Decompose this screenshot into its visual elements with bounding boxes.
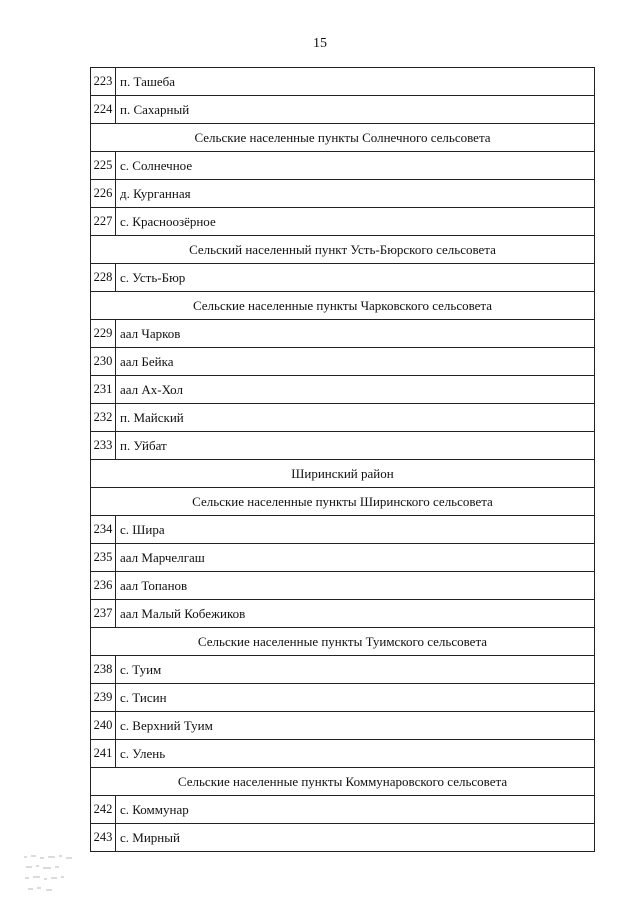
settlements-table-body bbox=[91, 68, 595, 852]
table-row bbox=[91, 796, 595, 824]
table-row bbox=[91, 68, 595, 96]
table-row bbox=[91, 404, 595, 432]
row-number: 224 bbox=[91, 96, 116, 124]
table-section-row bbox=[91, 236, 595, 264]
settlement-name: с. Шира bbox=[116, 516, 595, 544]
table-section-row bbox=[91, 292, 595, 320]
row-number: 225 bbox=[91, 152, 116, 180]
page-number: 15 bbox=[313, 36, 327, 51]
row-number: 241 bbox=[91, 740, 116, 768]
table-row bbox=[91, 516, 595, 544]
settlement-name: аал Ах-Хол bbox=[116, 376, 595, 404]
row-number: 238 bbox=[91, 656, 116, 684]
settlement-name: с. Солнечное bbox=[116, 152, 595, 180]
table-section-row bbox=[91, 768, 595, 796]
table-row bbox=[91, 600, 595, 628]
settlement-name: с. Коммунар bbox=[116, 796, 595, 824]
table-section-row bbox=[91, 124, 595, 152]
table-row bbox=[91, 208, 595, 236]
table-row bbox=[91, 376, 595, 404]
settlement-name: п. Уйбат bbox=[116, 432, 595, 460]
row-number: 233 bbox=[91, 432, 116, 460]
row-number: 242 bbox=[91, 796, 116, 824]
table-section-row bbox=[91, 628, 595, 656]
row-number: 239 bbox=[91, 684, 116, 712]
row-number: 232 bbox=[91, 404, 116, 432]
settlement-name: с. Тисин bbox=[116, 684, 595, 712]
settlement-name: аал Топанов bbox=[116, 572, 595, 600]
table-row bbox=[91, 96, 595, 124]
table-row bbox=[91, 320, 595, 348]
table-row bbox=[91, 348, 595, 376]
row-number: 243 bbox=[91, 824, 116, 852]
row-number: 235 bbox=[91, 544, 116, 572]
row-number: 226 bbox=[91, 180, 116, 208]
table-row bbox=[91, 432, 595, 460]
table-row bbox=[91, 740, 595, 768]
settlement-name: д. Курганная bbox=[116, 180, 595, 208]
section-title: Сельские населенные пункты Ширинского сельсовета bbox=[91, 488, 595, 516]
table-row bbox=[91, 824, 595, 852]
row-number: 236 bbox=[91, 572, 116, 600]
scan-artifact bbox=[22, 852, 142, 898]
section-title: Сельский населенный пункт Усть-Бюрского сельсовета bbox=[91, 236, 595, 264]
settlement-name: п. Майский bbox=[116, 404, 595, 432]
table-row bbox=[91, 684, 595, 712]
row-number: 228 bbox=[91, 264, 116, 292]
settlements-table bbox=[90, 67, 595, 852]
settlement-name: с. Красноозёрное bbox=[116, 208, 595, 236]
settlement-name: п. Сахарный bbox=[116, 96, 595, 124]
table-row bbox=[91, 544, 595, 572]
settlement-name: с. Мирный bbox=[116, 824, 595, 852]
settlement-name: аал Марчелгаш bbox=[116, 544, 595, 572]
settlement-name: с. Усть-Бюр bbox=[116, 264, 595, 292]
settlement-name: аал Чарков bbox=[116, 320, 595, 348]
row-number: 234 bbox=[91, 516, 116, 544]
settlement-name: аал Малый Кобежиков bbox=[116, 600, 595, 628]
table-row bbox=[91, 152, 595, 180]
section-title: Сельские населенные пункты Туимского сельсовета bbox=[91, 628, 595, 656]
section-title: Сельские населенные пункты Солнечного сельсовета bbox=[91, 124, 595, 152]
row-number: 227 bbox=[91, 208, 116, 236]
table-row bbox=[91, 264, 595, 292]
settlement-name: п. Ташеба bbox=[116, 68, 595, 96]
row-number: 231 bbox=[91, 376, 116, 404]
section-title: Сельские населенные пункты Коммунаровского сельсовета bbox=[91, 768, 595, 796]
row-number: 223 bbox=[91, 68, 116, 96]
row-number: 240 bbox=[91, 712, 116, 740]
table-section-row bbox=[91, 488, 595, 516]
table-row bbox=[91, 572, 595, 600]
settlement-name: с. Улень bbox=[116, 740, 595, 768]
table-row bbox=[91, 180, 595, 208]
section-title: Ширинский район bbox=[91, 460, 595, 488]
table-section-row bbox=[91, 460, 595, 488]
table-row bbox=[91, 656, 595, 684]
row-number: 237 bbox=[91, 600, 116, 628]
settlement-name: с. Верхний Туим bbox=[116, 712, 595, 740]
settlement-name: с. Туим bbox=[116, 656, 595, 684]
settlement-name: аал Бейка bbox=[116, 348, 595, 376]
section-title: Сельские населенные пункты Чарковского сельсовета bbox=[91, 292, 595, 320]
row-number: 229 bbox=[91, 320, 116, 348]
row-number: 230 bbox=[91, 348, 116, 376]
table-row bbox=[91, 712, 595, 740]
